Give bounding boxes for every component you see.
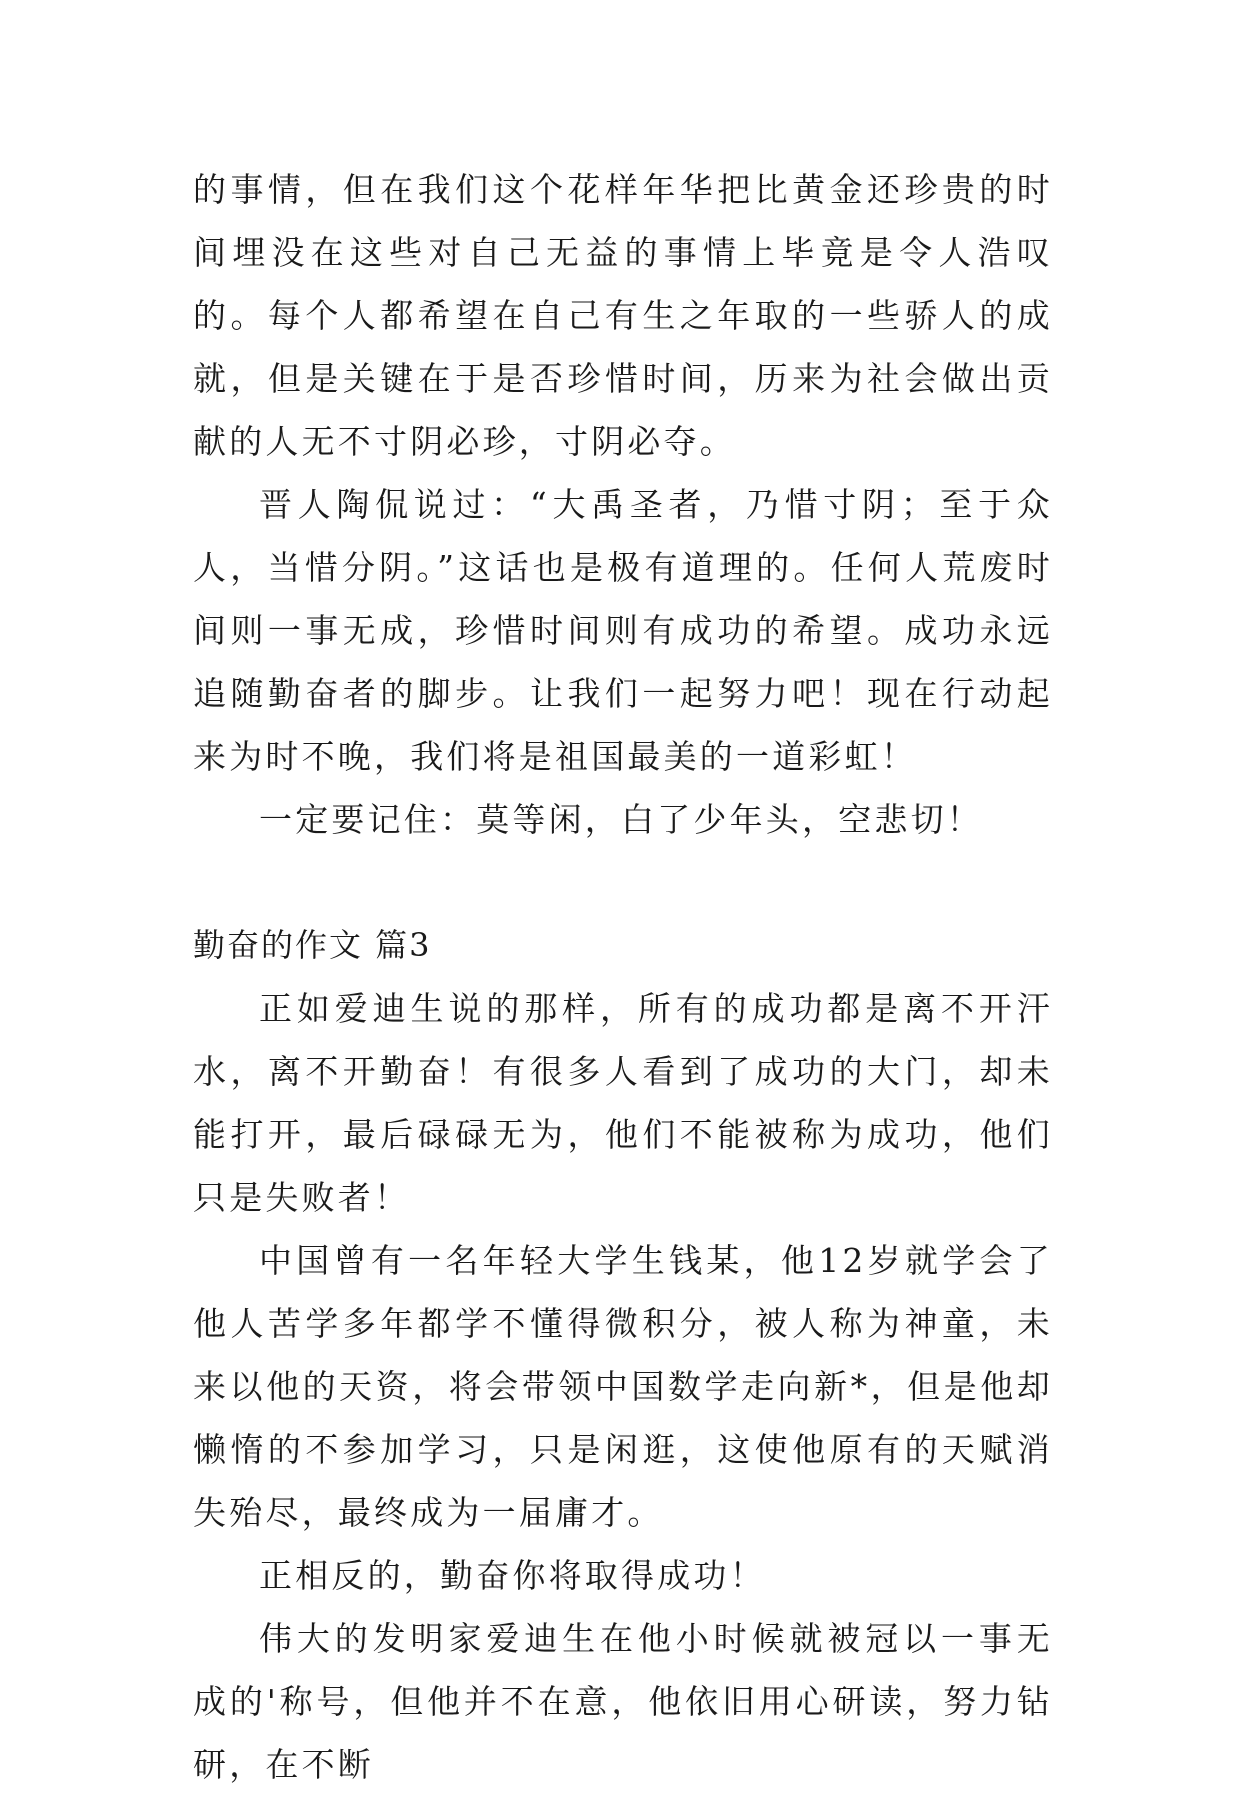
- paragraph: 正如爱迪生说的那样，所有的成功都是离不开汗水，离不开勤奋！有很多人看到了成功的大门，却未能打开，最后碌碌无为，他们不能被称为成功，他们只是失败者！: [193, 989, 1053, 1217]
- paragraph: 的事情，但在我们这个花样年华把比黄金还珍贵的时间埋没在这些对自己无益的事情上毕竟是令人浩叹的。每个人都希望在自己有生之年取的一些骄人的成就，但是关键在于是否珍惜时间，历来为社会做出贡献的人无不寸阴必珍，寸阴必夺。: [193, 170, 1053, 461]
- paragraph: 伟大的发明家爱迪生在他小时候就被冠以一事无成的'称号，但他并不在意，他依旧用心研读，努力钻研，在不断: [193, 1619, 1053, 1784]
- section-heading: 勤奋的作文 篇3: [193, 926, 432, 964]
- paragraph: 正相反的，勤奋你将取得成功！: [259, 1556, 766, 1595]
- paragraph: 晋人陶侃说过：“大禹圣者，乃惜寸阴；至于众人，当惜分阴。”这话也是极有道理的。任何人荒废时间则一事无成，珍惜时间则有成功的希望。成功永远追随勤奋者的脚步。让我们一起努力吧！现在行动起来为时不晚，我们将是祖国最美的一道彩虹！: [193, 485, 1053, 776]
- paragraph: 一定要记住：莫等闲，白了少年头，空悲切！: [259, 800, 983, 839]
- document-body: [193, 158, 1053, 1796]
- paragraph: 中国曾有一名年轻大学生钱某，他12岁就学会了他人苦学多年都学不懂得微积分，被人称为神童，未来以他的天资，将会带领中国数学走向新*，但是他却懒惰的不参加学习，只是闲逛，这使他原有的天赋消失殆尽，最终成为一届庸才。: [193, 1241, 1053, 1532]
